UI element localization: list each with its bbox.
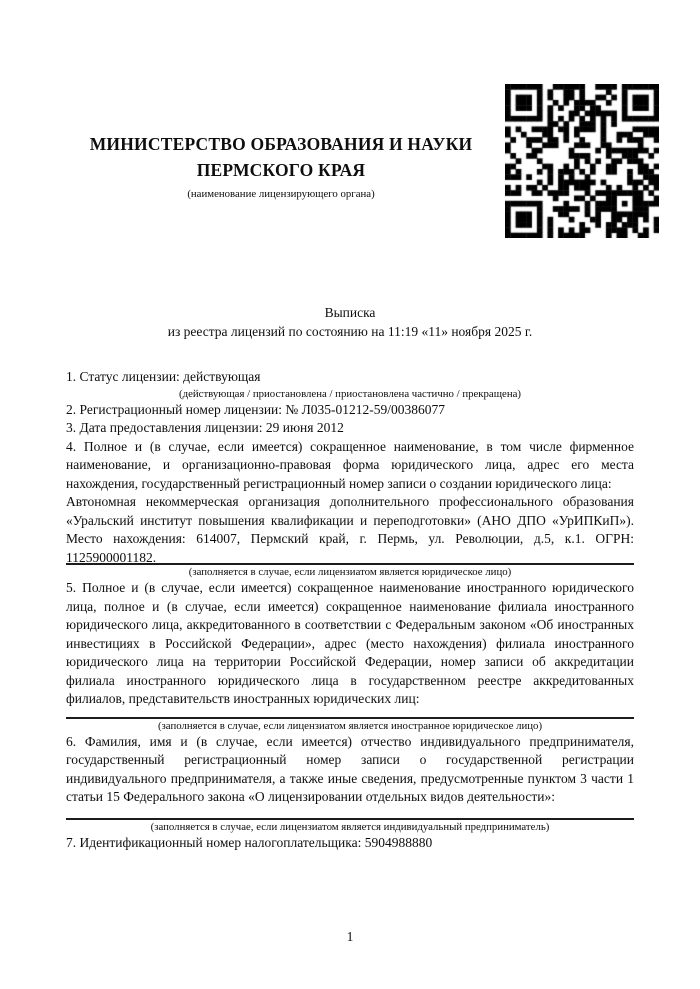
ministry-caption: (наименование лицензирующего органа)	[187, 188, 375, 200]
legal-entity-item: 4. Полное и (в случае, если имеется) сокращенное наименование, в том числе фирменное наименование, и организационно-правовая форма юридического лица, адрес его места нахождения, государственный регистрационный номер записи о создании юридического лица:	[66, 438, 634, 491]
ministry-name-line1: МИНИСТЕРСТВО ОБРАЗОВАНИЯ И НАУКИ	[89, 134, 473, 154]
foreign-entity-item: 5. Полное и (в случае, если имеется) сокращенное наименование иностранного юридического лица, полное и (в случае, если имеется) сокращенное наименование филиала иностранного юридического лица, аккредитованного в соответствии с Федеральным законом «Об иностранных инвестициях в Российской Федерации», адрес (место нахождения) филиала иностранного юридического лица на территории Российской Федерации, номер записи об аккредитации филиала иностранного юридического лица в государственном реестре аккредитованных филиалов, представительств иностранных юридических лиц:	[66, 580, 634, 706]
foreign-entity-caption: (заполняется в случае, если лицензиатом является иностранное юридическое лицо)	[157, 719, 543, 732]
ministry-name-line2: ПЕРМСКОГО КРАЯ	[196, 160, 366, 180]
taxpayer-number-item: 7. Идентификационный номер налогоплательщика: 5904988880	[66, 834, 433, 850]
document-body	[66, 368, 634, 852]
legal-entity-value: Автономная некоммерческая организация дополнительного профессионального образования «Уральский институт повышения квалификации и переподготовки» (АНО ДПО «УрИПКиП»). Место нахождения: 614007, Пермский край, г. Пермь, ул. Революции, д.5, к.1. ОГРН: 1125900001182.	[66, 494, 634, 565]
page-number: 1	[346, 929, 354, 944]
registration-number-item: 2. Регистрационный номер лицензии: № Л035-01212-59/00386077	[66, 401, 446, 417]
qr-code	[505, 84, 659, 238]
licensing-authority-header	[66, 131, 496, 201]
license-status-item: 1. Статус лицензии: действующая	[66, 369, 261, 384]
entrepreneur-item: 6. Фамилия, имя и (в случае, если имеется) отчество индивидуального предпринимателя, государственный регистрационный номер записи о государственной регистрации индивидуального предпринимателя, а также иные сведения, предусмотренные пунктом 3 части 1 статьи 15 Федерального закона «О лицензировании отдельных видов деятельности»:	[66, 733, 634, 804]
entrepreneur-caption: (заполняется в случае, если лицензиатом является индивидуальный предприниматель)	[150, 820, 550, 833]
document-title: Выписка	[324, 305, 376, 320]
license-status-caption: (действующая / приостановлена / приостановлена частично / прекращена)	[179, 387, 521, 400]
document-title-block	[0, 303, 700, 341]
legal-entity-caption: (заполняется в случае, если лицензиатом является юридическое лицо)	[188, 566, 512, 578]
license-date-item: 3. Дата предоставления лицензии: 29 июня 2012	[66, 420, 344, 435]
document-subtitle: из реестра лицензий по состоянию на 11:19 «11» ноября 2025 г.	[167, 324, 533, 339]
